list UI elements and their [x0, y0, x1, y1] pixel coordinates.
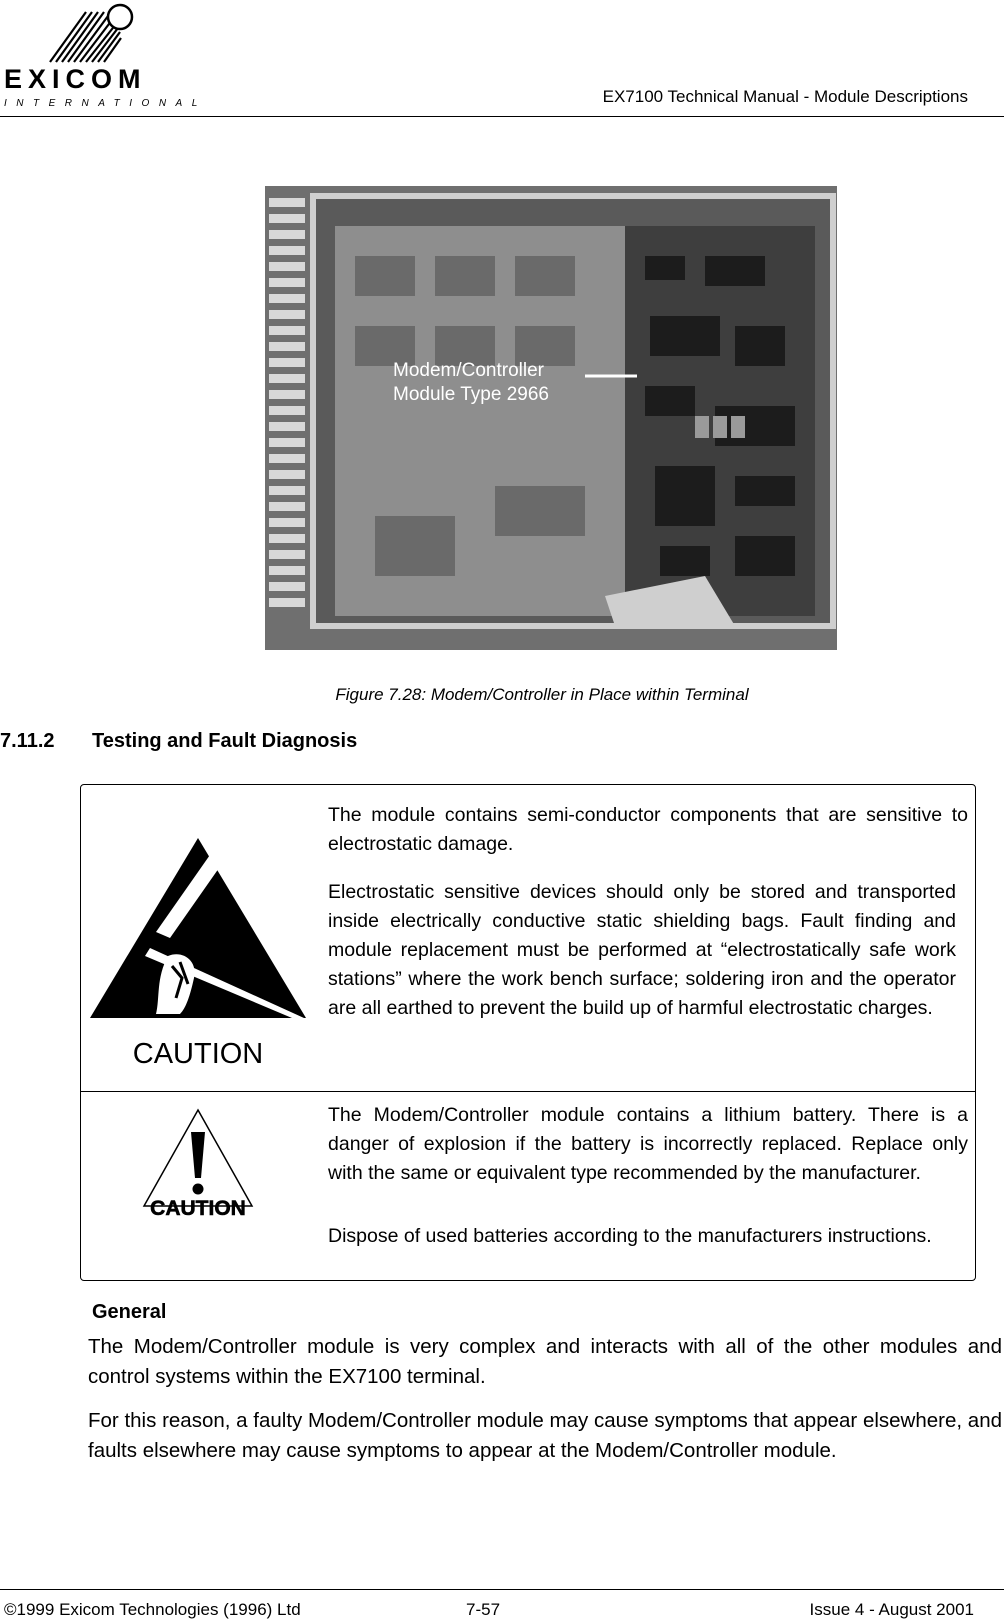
document-title: EX7100 Technical Manual - Module Descriptions — [602, 87, 968, 106]
battery-warning-para-2: Dispose of used batteries according to the manufacturers instructions. — [328, 1225, 932, 1247]
module-photo-graphic — [265, 186, 837, 650]
svg-text:Module Type 2966: Module Type 2966 — [393, 384, 549, 405]
esd-warning-triangle-icon — [90, 838, 307, 1070]
figure-caption: Figure 7.28: Modem/Controller in Place within Terminal — [335, 685, 749, 704]
esd-caution-icon — [90, 838, 307, 1070]
footer-divider — [0, 1589, 1004, 1590]
battery-warning-para-1: The Modem/Controller module contains a lithium battery. There is a danger of explosion if the battery is incorrectly replaced. Replace only with the same or equivalent type recommended by the manufacturer. — [328, 1104, 968, 1184]
svg-text:Modem/Controller: Modem/Controller — [393, 360, 544, 381]
exclamation-warning-triangle-icon — [140, 1106, 256, 1230]
footer-page-number: 7-57 — [466, 1600, 501, 1619]
exicom-logo-graphic — [0, 0, 207, 115]
header-divider — [0, 116, 1004, 117]
section-heading — [0, 730, 357, 753]
general-para-1: The Modem/Controller module is very complex and interacts with all of the other modules and control systems within the EX7100 terminal. — [88, 1335, 1002, 1388]
footer-copyright: ©1999 Exicom Technologies (1996) Ltd — [4, 1600, 301, 1619]
section-title: Testing and Fault Diagnosis — [92, 730, 358, 752]
svg-text:CAUTION: CAUTION — [132, 1038, 264, 1070]
svg-text:INTERNATIONAL: INTERNATIONAL — [4, 98, 207, 109]
footer-issue: Issue 4 - August 2001 — [809, 1600, 974, 1619]
section-number: 7.11.2 — [0, 730, 55, 752]
battery-caution-icon — [140, 1106, 256, 1230]
svg-text:EXICOM: EXICOM — [4, 64, 147, 94]
esd-warning-para-2: Electrostatic sensitive devices should only be stored and transported inside electrically conductive static shielding bags. Fault finding and module replacement must be performed at “electrostatically safe work stations” where the work bench surface; soldering iron and the operator are all earthed to prevent the build up of harmful electrostatic charges. — [328, 881, 956, 1019]
caution-row-divider — [80, 1091, 976, 1092]
esd-warning-para-1: The module contains semi-conductor components that are sensitive to electrostatic damage. — [328, 804, 968, 855]
exicom-logo — [0, 0, 207, 115]
module-photo — [265, 186, 837, 650]
general-heading: General — [92, 1301, 167, 1323]
svg-text:CAUTION: CAUTION — [150, 1197, 246, 1220]
general-para-2: For this reason, a faulty Modem/Controller module may cause symptoms that appear elsewhere, and faults elsewhere may cause symptoms to appear at the Modem/Controller module. — [88, 1409, 1002, 1462]
